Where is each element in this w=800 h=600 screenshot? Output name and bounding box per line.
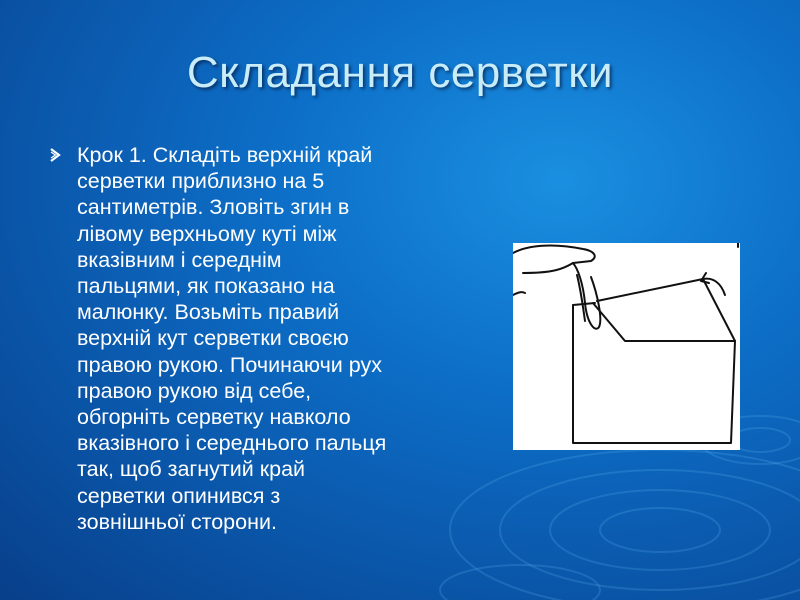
- slide-title: Складання серветки: [186, 48, 614, 97]
- bullet-text: Крок 1. Складіть верхній край серветки приблизно на 5 сантиметрів. Зловіть згин в лівому верхньому куті між вказівним і середнім пальцями, як показано на малюнку. Возьміть правий верхній кут серветки своєю правою рукою. Починаючи рух правою рукою від себе, обгорніть серветку навколо вказівного і середнього пальця так, щоб загнутий край серветки опинився з зовнішньої сторони.: [77, 143, 387, 534]
- arrow-bullet-icon: [48, 148, 62, 162]
- napkin-fold-illustration: [513, 243, 740, 450]
- napkin-fold-drawing: [513, 243, 740, 450]
